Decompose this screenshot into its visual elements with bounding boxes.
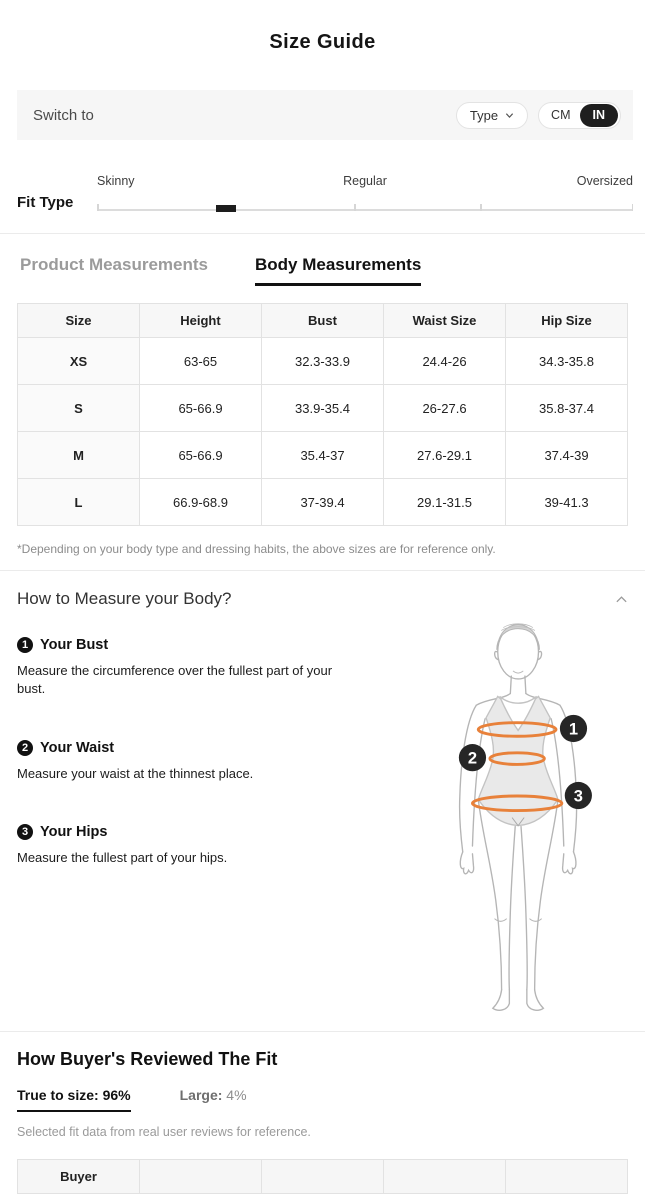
tab-body-measurements[interactable]: Body Measurements <box>255 255 421 286</box>
body-measurements-table <box>17 303 628 526</box>
cell-bust: 37-39.4 <box>262 479 384 526</box>
cell-height: 65-66.9 <box>140 385 262 432</box>
col-header-buyer: Buyer <box>18 1160 140 1194</box>
col-header-waist: Waist Size <box>384 304 506 338</box>
buyer-table-header-row <box>18 1160 628 1194</box>
table-row <box>18 432 628 479</box>
fit-type-option-regular[interactable]: Regular <box>343 174 387 188</box>
chevron-up-icon[interactable] <box>615 593 628 606</box>
measurement-tabs <box>20 255 645 286</box>
svg-text:1: 1 <box>568 720 579 739</box>
fit-type-slider-labels <box>97 174 633 190</box>
step-description: Measure the fullest part of your hips. <box>17 850 228 866</box>
col-header <box>384 1160 506 1194</box>
tab-product-measurements[interactable]: Product Measurements <box>20 255 208 274</box>
cell-bust: 35.4-37 <box>262 432 384 479</box>
stat-label: Large: <box>179 1087 223 1103</box>
body-figure-column <box>411 609 633 1022</box>
fit-type-slider[interactable] <box>97 174 633 212</box>
col-header-height: Height <box>140 304 262 338</box>
body-figure-illustration <box>411 609 633 1017</box>
measure-step-bust <box>17 637 411 699</box>
cell-waist: 27.6-29.1 <box>384 432 506 479</box>
svg-text:3: 3 <box>573 787 583 806</box>
type-dropdown-button[interactable] <box>456 102 528 129</box>
stat-large[interactable] <box>180 1087 247 1110</box>
unit-option-in-selected[interactable]: IN <box>580 104 619 127</box>
cell-bust: 32.3-33.9 <box>262 338 384 385</box>
switch-to-label: Switch to <box>33 106 94 124</box>
measure-section-title: How to Measure your Body? <box>17 589 232 608</box>
cell-height: 65-66.9 <box>140 432 262 479</box>
figure-badge-hips <box>565 782 592 809</box>
unit-toggle[interactable] <box>538 102 621 129</box>
stat-value: 4% <box>226 1087 247 1103</box>
step-title: Your Waist <box>40 739 115 756</box>
cell-height: 66.9-68.9 <box>140 479 262 526</box>
fit-review-title: How Buyer's Reviewed The Fit <box>17 1049 278 1069</box>
cell-size: XS <box>18 338 140 385</box>
fit-type-slider-track[interactable] <box>97 204 633 212</box>
cell-waist: 26-27.6 <box>384 385 506 432</box>
stat-true-to-size[interactable] <box>17 1087 131 1112</box>
col-header-hip: Hip Size <box>506 304 628 338</box>
fit-type-option-skinny[interactable]: Skinny <box>97 174 135 188</box>
fit-review-stats <box>17 1087 628 1112</box>
cell-waist: 24.4-26 <box>384 338 506 385</box>
size-reference-footnote: *Depending on your body type and dressing habits, the above sizes are for reference only. <box>17 542 496 556</box>
cell-waist: 29.1-31.5 <box>384 479 506 526</box>
section-divider <box>0 570 645 571</box>
step-number-badge: 3 <box>17 824 33 840</box>
step-number-badge: 2 <box>17 740 33 756</box>
figure-badge-bust <box>560 715 587 742</box>
buyer-review-table <box>17 1159 628 1194</box>
measure-section-body <box>17 609 633 1022</box>
col-header-size: Size <box>18 304 140 338</box>
col-header-bust: Bust <box>262 304 384 338</box>
cell-bust: 33.9-35.4 <box>262 385 384 432</box>
page-title: Size Guide <box>269 31 376 53</box>
cell-hip: 39-41.3 <box>506 479 628 526</box>
svg-text:2: 2 <box>467 749 478 768</box>
cell-size: M <box>18 432 140 479</box>
type-dropdown-label: Type <box>469 107 499 123</box>
slider-tick <box>632 204 634 211</box>
measure-step-hips <box>17 824 411 867</box>
measure-section-header[interactable] <box>17 589 628 609</box>
step-title: Your Bust <box>40 637 109 653</box>
section-divider <box>0 1031 645 1032</box>
step-title: Your Hips <box>40 824 108 841</box>
slider-track-line <box>97 209 633 211</box>
fit-type-section <box>17 174 633 212</box>
stat-value: 96% <box>102 1087 131 1103</box>
slider-tick <box>354 204 356 211</box>
figure-badge-waist <box>459 744 486 771</box>
measure-step-waist <box>17 740 411 783</box>
measure-steps <box>17 609 411 1022</box>
cell-hip: 37.4-39 <box>506 432 628 479</box>
cell-size: L <box>18 479 140 526</box>
slider-tick <box>480 204 482 211</box>
step-description: Measure your waist at the thinnest place. <box>17 765 254 781</box>
cell-height: 63-65 <box>140 338 262 385</box>
col-header <box>506 1160 628 1194</box>
col-header <box>262 1160 384 1194</box>
table-row <box>18 479 628 526</box>
step-number-badge: 1 <box>17 637 33 653</box>
table-row <box>18 385 628 432</box>
col-header <box>140 1160 262 1194</box>
cell-size: S <box>18 385 140 432</box>
unit-option-cm[interactable]: CM <box>551 108 571 122</box>
fit-type-label: Fit Type <box>17 194 74 211</box>
slider-tick <box>97 204 99 211</box>
fit-review-note: Selected fit data from real user reviews for reference. <box>17 1125 311 1139</box>
table-row <box>18 338 628 385</box>
fit-type-option-oversized[interactable]: Oversized <box>576 174 633 188</box>
cell-hip: 34.3-35.8 <box>506 338 628 385</box>
fit-type-slider-handle[interactable] <box>216 205 236 212</box>
chevron-down-icon <box>505 111 514 120</box>
cell-hip: 35.8-37.4 <box>506 385 628 432</box>
table-header-row <box>18 304 628 338</box>
switch-to-bar <box>17 90 633 140</box>
step-description: Measure the circumference over the fullest part of your bust. <box>17 663 333 697</box>
stat-label: True to size: <box>17 1087 99 1103</box>
section-divider <box>0 233 645 234</box>
